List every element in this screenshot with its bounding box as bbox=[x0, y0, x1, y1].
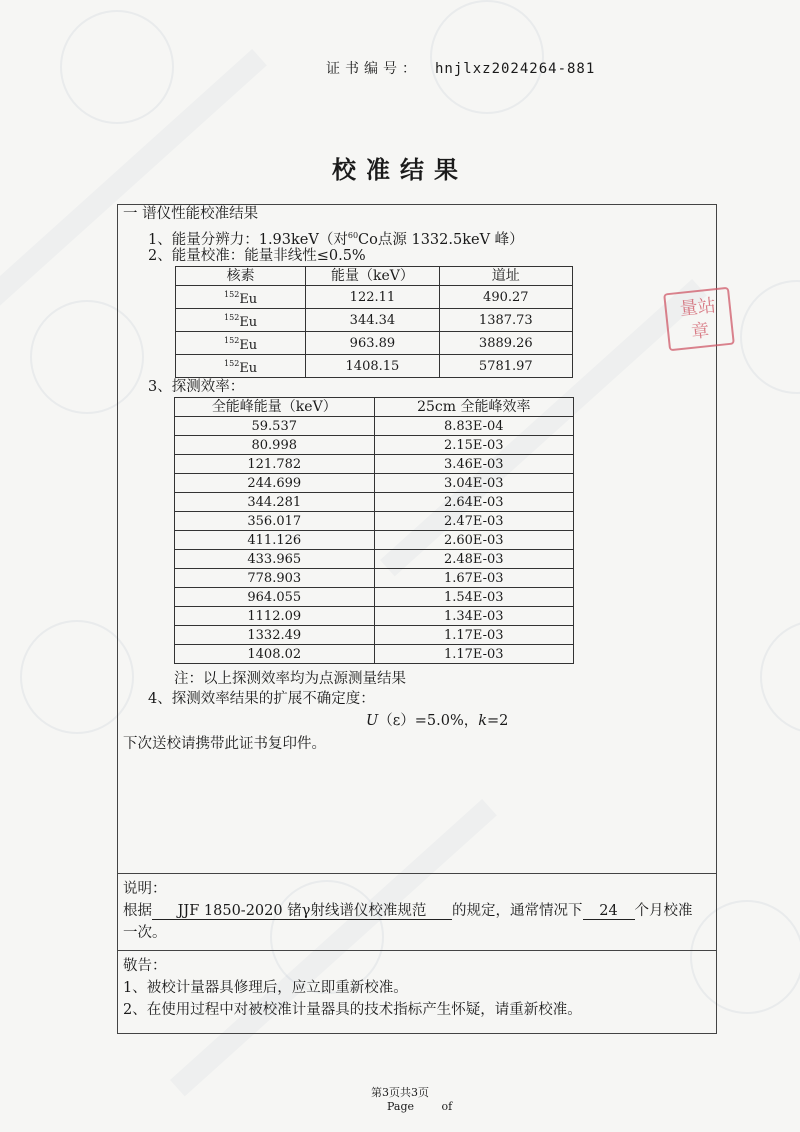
efficiency-cell: 2.15E-03 bbox=[374, 436, 573, 455]
channel-cell: 490.27 bbox=[439, 286, 572, 309]
energy-cell: 121.782 bbox=[175, 455, 375, 474]
table-row bbox=[175, 569, 574, 588]
energy-cell: 778.903 bbox=[175, 569, 375, 588]
energy-cell: 1408.15 bbox=[306, 355, 439, 378]
column-header: 能量（keV） bbox=[306, 267, 439, 286]
energy-cell: 433.965 bbox=[175, 550, 375, 569]
page-number-english: Page of bbox=[387, 1100, 453, 1113]
certificate-number-label: 证书编号： bbox=[326, 61, 421, 77]
energy-cell: 411.126 bbox=[175, 531, 375, 550]
table-row bbox=[176, 309, 573, 332]
energy-cell: 344.34 bbox=[306, 309, 439, 332]
channel-cell: 1387.73 bbox=[439, 309, 572, 332]
efficiency-cell: 3.04E-03 bbox=[374, 474, 573, 493]
notice-line: 1、被校计量器具修理后，应立即重新校准。 bbox=[123, 980, 408, 996]
uncertainty-value: U（ε）=5.0%，k=2 bbox=[366, 713, 509, 729]
table-row bbox=[175, 455, 574, 474]
efficiency-cell: 3.46E-03 bbox=[374, 455, 573, 474]
column-header: 核素 bbox=[176, 267, 306, 286]
explanation-text: 根据 JJF 1850-2020 锗γ射线谱仪校准规范 的规定，通常情况下 24 个月校准 bbox=[123, 903, 693, 919]
column-header: 全能峰能量（keV） bbox=[175, 398, 375, 417]
divider bbox=[117, 950, 717, 951]
efficiency-cell: 2.47E-03 bbox=[374, 512, 573, 531]
explanation-tail: 一次。 bbox=[123, 925, 167, 941]
column-header: 25cm 全能峰效率 bbox=[374, 398, 573, 417]
energy-cell: 244.699 bbox=[175, 474, 375, 493]
table-row bbox=[175, 550, 574, 569]
energy-cell: 122.11 bbox=[306, 286, 439, 309]
energy-table bbox=[175, 266, 573, 378]
energy-cell: 964.055 bbox=[175, 588, 375, 607]
notice-label: 敬告： bbox=[123, 958, 167, 974]
table-row bbox=[175, 493, 574, 512]
efficiency-cell: 1.54E-03 bbox=[374, 588, 573, 607]
nuclide-cell: $^{152}$Eu bbox=[176, 286, 306, 309]
energy-cell: 80.998 bbox=[175, 436, 375, 455]
table-row bbox=[175, 626, 574, 645]
table-row bbox=[175, 607, 574, 626]
nuclide-cell: $^{152}$Eu bbox=[176, 332, 306, 355]
table-row bbox=[175, 512, 574, 531]
explanation-label: 说明： bbox=[123, 881, 167, 897]
energy-cell: 1408.02 bbox=[175, 645, 375, 664]
channel-cell: 3889.26 bbox=[439, 332, 572, 355]
table-row bbox=[175, 436, 574, 455]
efficiency-cell: 2.64E-03 bbox=[374, 493, 573, 512]
column-header: 道址 bbox=[439, 267, 572, 286]
energy-cell: 356.017 bbox=[175, 512, 375, 531]
energy-cell: 963.89 bbox=[306, 332, 439, 355]
efficiency-cell: 1.17E-03 bbox=[374, 645, 573, 664]
energy-cell: 59.537 bbox=[175, 417, 375, 436]
table-header-row bbox=[175, 398, 574, 417]
nuclide-cell: $^{152}$Eu bbox=[176, 355, 306, 378]
table-row bbox=[175, 474, 574, 493]
table-row bbox=[176, 332, 573, 355]
efficiency-cell: 2.60E-03 bbox=[374, 531, 573, 550]
energy-cell: 344.281 bbox=[175, 493, 375, 512]
page-title: 校准结果 bbox=[332, 155, 468, 184]
efficiency-table bbox=[174, 397, 574, 664]
detection-efficiency-heading: 3、探测效率： bbox=[148, 379, 245, 395]
section-title: 一 谱仪性能校准结果 bbox=[123, 206, 259, 222]
energy-calibration: 2、能量校准：能量非线性≤0.5% bbox=[148, 248, 366, 264]
specification-name: JJF 1850-2020 锗γ射线谱仪校准规范 bbox=[152, 903, 452, 920]
efficiency-cell: 8.83E-04 bbox=[374, 417, 573, 436]
red-seal-stamp: 量站 章 bbox=[663, 287, 735, 352]
energy-cell: 1332.49 bbox=[175, 626, 375, 645]
table-row bbox=[175, 588, 574, 607]
certificate-number-value: hnjlxz2024264-881 bbox=[435, 61, 596, 77]
efficiency-cell: 1.34E-03 bbox=[374, 607, 573, 626]
table-row bbox=[176, 286, 573, 309]
uncertainty-heading: 4、探测效率结果的扩展不确定度： bbox=[148, 691, 375, 707]
table-row bbox=[176, 355, 573, 378]
energy-resolution: 1、能量分辨力：1.93keV（对$^{60}$Co点源 1332.5keV 峰） bbox=[148, 231, 524, 248]
table-header-row bbox=[176, 267, 573, 286]
copy-reminder: 下次送校请携带此证书复印件。 bbox=[123, 736, 326, 752]
nuclide-cell: $^{152}$Eu bbox=[176, 309, 306, 332]
notice-line: 2、在使用过程中对被校准计量器具的技术指标产生怀疑，请重新校准。 bbox=[123, 1002, 582, 1018]
efficiency-note: 注：以上探测效率均为点源测量结果 bbox=[174, 671, 406, 687]
page-number: 第3页共3页 bbox=[371, 1086, 429, 1099]
certificate-number bbox=[326, 58, 595, 78]
table-row bbox=[175, 531, 574, 550]
table-row bbox=[175, 645, 574, 664]
energy-cell: 1112.09 bbox=[175, 607, 375, 626]
efficiency-cell: 2.48E-03 bbox=[374, 550, 573, 569]
table-row bbox=[175, 417, 574, 436]
channel-cell: 5781.97 bbox=[439, 355, 572, 378]
efficiency-cell: 1.67E-03 bbox=[374, 569, 573, 588]
interval-months: 24 bbox=[583, 903, 635, 920]
divider bbox=[117, 873, 717, 874]
efficiency-cell: 1.17E-03 bbox=[374, 626, 573, 645]
